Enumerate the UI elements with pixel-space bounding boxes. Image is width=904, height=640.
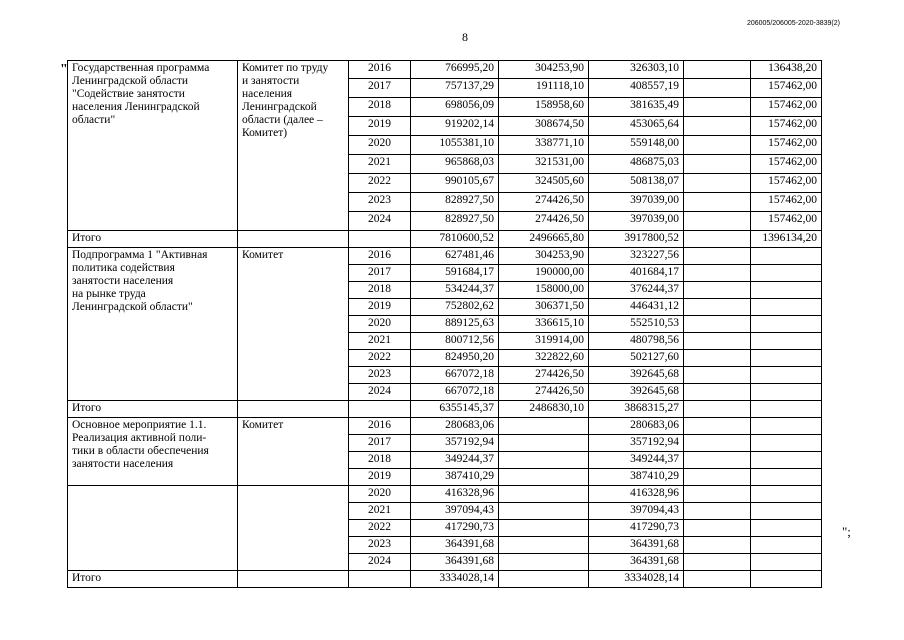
amount-cell [751, 452, 822, 469]
executor-line: Комитет по труду [242, 62, 329, 74]
year-cell: 2021 [349, 503, 411, 520]
year-cell: 2020 [349, 316, 411, 333]
executor-line: области (далее – [242, 114, 323, 126]
amount-cell: 376244,37 [589, 282, 684, 299]
total-amount-cell: 2486830,10 [499, 401, 589, 418]
executor-line: и занятости [242, 75, 300, 87]
amount-cell: 321531,00 [499, 155, 589, 174]
amount-cell [751, 418, 822, 435]
amount-cell [684, 350, 751, 367]
year-cell: 2021 [349, 155, 411, 174]
amount-cell: 280683,06 [589, 418, 684, 435]
amount-cell: 304253,90 [499, 248, 589, 265]
amount-cell [684, 384, 751, 401]
year-cell: 2017 [349, 265, 411, 282]
year-cell: 2016 [349, 248, 411, 265]
amount-cell: 828927,50 [411, 212, 499, 231]
amount-cell: 304253,90 [499, 61, 589, 79]
amount-cell [499, 537, 589, 554]
amount-cell: 158958,60 [499, 98, 589, 117]
amount-cell: 364391,68 [411, 537, 499, 554]
amount-cell: 667072,18 [411, 384, 499, 401]
amount-cell: 408557,19 [589, 79, 684, 98]
executor-line: населения [242, 88, 293, 100]
total-amount-cell: 3917800,52 [589, 231, 684, 248]
program-name-line: Подпрограмма 1 "Активная [72, 249, 208, 261]
empty-executor-cell [238, 486, 349, 571]
amount-cell: 364391,68 [589, 554, 684, 571]
year-cell: 2022 [349, 520, 411, 537]
amount-cell: 480798,56 [589, 333, 684, 350]
executor-line: Комитет) [242, 127, 288, 139]
amount-cell [751, 537, 822, 554]
amount-cell [751, 520, 822, 537]
year-cell: 2023 [349, 537, 411, 554]
amount-cell: 357192,94 [411, 435, 499, 452]
amount-cell: 158000,00 [499, 282, 589, 299]
amount-cell: 401684,17 [589, 265, 684, 282]
total-row [68, 231, 822, 248]
amount-cell: 552510,53 [589, 316, 684, 333]
amount-cell [684, 248, 751, 265]
total-executor-empty [238, 231, 349, 248]
total-label: Итого [68, 571, 238, 588]
amount-cell: 157462,00 [751, 174, 822, 193]
amount-cell: 364391,68 [589, 537, 684, 554]
amount-cell: 1055381,10 [411, 136, 499, 155]
amount-cell [684, 316, 751, 333]
year-cell: 2018 [349, 452, 411, 469]
amount-cell: 157462,00 [751, 79, 822, 98]
table-row [68, 61, 822, 79]
year-cell: 2019 [349, 117, 411, 136]
year-cell: 2018 [349, 282, 411, 299]
year-cell: 2016 [349, 61, 411, 79]
amount-cell [684, 333, 751, 350]
program-name-cell [68, 418, 238, 486]
amount-cell [751, 248, 822, 265]
amount-cell: 157462,00 [751, 155, 822, 174]
amount-cell: 559148,00 [589, 136, 684, 155]
amount-cell: 752802,62 [411, 299, 499, 316]
amount-cell [684, 299, 751, 316]
amount-cell [751, 316, 822, 333]
amount-cell: 397039,00 [589, 193, 684, 212]
amount-cell: 397094,43 [411, 503, 499, 520]
amount-cell [751, 299, 822, 316]
amount-cell [684, 435, 751, 452]
amount-cell [684, 155, 751, 174]
year-cell: 2020 [349, 486, 411, 503]
amount-cell: 323227,56 [589, 248, 684, 265]
executor-line: Комитет [242, 419, 284, 431]
program-name-line: "Содействие занятости [72, 88, 185, 100]
amount-cell: 387410,29 [411, 469, 499, 486]
amount-cell [684, 79, 751, 98]
year-cell: 2024 [349, 554, 411, 571]
amount-cell: 766995,20 [411, 61, 499, 79]
amount-cell: 136438,20 [751, 61, 822, 79]
total-amount-cell [751, 571, 822, 588]
year-cell: 2017 [349, 79, 411, 98]
amount-cell [499, 520, 589, 537]
amount-cell [684, 193, 751, 212]
executor-line: Ленинградской [242, 101, 317, 113]
year-cell: 2021 [349, 333, 411, 350]
total-amount-cell [684, 571, 751, 588]
amount-cell [751, 333, 822, 350]
year-cell: 2022 [349, 174, 411, 193]
amount-cell [751, 265, 822, 282]
total-amount-cell: 3868315,27 [589, 401, 684, 418]
amount-cell: 274426,50 [499, 193, 589, 212]
amount-cell [499, 452, 589, 469]
total-label: Итого [68, 231, 238, 248]
amount-cell: 453065,64 [589, 117, 684, 136]
amount-cell [751, 469, 822, 486]
amount-cell [751, 282, 822, 299]
program-name-line: Основное мероприятие 1.1. [72, 419, 207, 431]
amount-cell: 417290,73 [589, 520, 684, 537]
amount-cell: 800712,56 [411, 333, 499, 350]
amount-cell: 364391,68 [411, 554, 499, 571]
amount-cell: 508138,07 [589, 174, 684, 193]
amount-cell [684, 212, 751, 231]
amount-cell [751, 503, 822, 520]
amount-cell [684, 282, 751, 299]
year-cell: 2020 [349, 136, 411, 155]
amount-cell: 486875,03 [589, 155, 684, 174]
total-amount-cell [499, 571, 589, 588]
funding-table-body [68, 61, 822, 588]
amount-cell [684, 61, 751, 79]
funding-table [67, 60, 822, 588]
total-year-empty [349, 231, 411, 248]
total-year-empty [349, 571, 411, 588]
amount-cell [751, 384, 822, 401]
program-name-cell [68, 61, 238, 231]
amount-cell [684, 174, 751, 193]
amount-cell: 157462,00 [751, 212, 822, 231]
year-cell: 2019 [349, 469, 411, 486]
amount-cell: 308674,50 [499, 117, 589, 136]
total-row [68, 401, 822, 418]
amount-cell [684, 98, 751, 117]
amount-cell [751, 554, 822, 571]
year-cell: 2024 [349, 212, 411, 231]
amount-cell [684, 117, 751, 136]
amount-cell [684, 418, 751, 435]
amount-cell: 280683,06 [411, 418, 499, 435]
program-name-line: тики в области обеспечения [72, 445, 209, 457]
amount-cell: 190000,00 [499, 265, 589, 282]
amount-cell [751, 350, 822, 367]
amount-cell: 965868,03 [411, 155, 499, 174]
amount-cell: 338771,10 [499, 136, 589, 155]
program-name-line: Государственная программа [72, 62, 210, 74]
program-name-line: Ленинградской области" [72, 301, 193, 313]
amount-cell: 667072,18 [411, 367, 499, 384]
total-row [68, 571, 822, 588]
year-cell: 2018 [349, 98, 411, 117]
amount-cell: 274426,50 [499, 367, 589, 384]
amount-cell [684, 486, 751, 503]
total-amount-cell: 3334028,14 [411, 571, 499, 588]
executor-cell [238, 248, 349, 401]
total-executor-empty [238, 571, 349, 588]
amount-cell: 698056,09 [411, 98, 499, 117]
program-name-line: области" [72, 114, 116, 126]
program-name-line: Ленинградской области [72, 75, 189, 87]
amount-cell [499, 469, 589, 486]
amount-cell [751, 367, 822, 384]
amount-cell: 416328,96 [411, 486, 499, 503]
year-cell: 2024 [349, 384, 411, 401]
amount-cell [684, 537, 751, 554]
amount-cell: 336615,10 [499, 316, 589, 333]
year-cell: 2019 [349, 299, 411, 316]
amount-cell: 627481,46 [411, 248, 499, 265]
amount-cell: 392645,68 [589, 384, 684, 401]
amount-cell [684, 136, 751, 155]
executor-cell [238, 61, 349, 231]
total-amount-cell: 2496665,80 [499, 231, 589, 248]
total-amount-cell [684, 401, 751, 418]
amount-cell: 349244,37 [589, 452, 684, 469]
amount-cell: 157462,00 [751, 98, 822, 117]
amount-cell: 591684,17 [411, 265, 499, 282]
total-amount-cell [684, 231, 751, 248]
amount-cell: 326303,10 [589, 61, 684, 79]
page-number: 8 [462, 30, 468, 44]
total-amount-cell: 7810600,52 [411, 231, 499, 248]
table-row [68, 418, 822, 435]
table-row [68, 486, 822, 503]
amount-cell: 416328,96 [589, 486, 684, 503]
total-executor-empty [238, 401, 349, 418]
executor-cell [238, 418, 349, 486]
program-name-line: политика содействия [72, 262, 175, 274]
program-name-line: Реализация активной поли- [72, 432, 207, 444]
amount-cell [751, 435, 822, 452]
amount-cell: 274426,50 [499, 212, 589, 231]
amount-cell [684, 367, 751, 384]
amount-cell: 889125,63 [411, 316, 499, 333]
amount-cell [684, 265, 751, 282]
total-year-empty [349, 401, 411, 418]
amount-cell [684, 469, 751, 486]
amount-cell: 387410,29 [589, 469, 684, 486]
amount-cell: 322822,60 [499, 350, 589, 367]
opening-quote: " [60, 62, 68, 77]
amount-cell [499, 486, 589, 503]
amount-cell: 502127,60 [589, 350, 684, 367]
program-name-cell [68, 248, 238, 401]
total-amount-cell: 3334028,14 [589, 571, 684, 588]
year-cell: 2023 [349, 367, 411, 384]
program-name-line: на рынке труда [72, 288, 146, 300]
amount-cell: 191118,10 [499, 79, 589, 98]
amount-cell: 157462,00 [751, 193, 822, 212]
amount-cell: 357192,94 [589, 435, 684, 452]
amount-cell [499, 435, 589, 452]
amount-cell: 828927,50 [411, 193, 499, 212]
amount-cell [499, 418, 589, 435]
closing-quote: "; [842, 524, 851, 539]
amount-cell: 417290,73 [411, 520, 499, 537]
amount-cell: 397094,43 [589, 503, 684, 520]
document-id: 206005/206005-2020-3839(2) [746, 20, 840, 27]
amount-cell [684, 503, 751, 520]
program-name-line: населения Ленинградской [72, 101, 200, 113]
amount-cell: 392645,68 [589, 367, 684, 384]
amount-cell: 157462,00 [751, 117, 822, 136]
amount-cell: 757137,29 [411, 79, 499, 98]
amount-cell: 274426,50 [499, 384, 589, 401]
total-amount-cell: 6355145,37 [411, 401, 499, 418]
amount-cell: 824950,20 [411, 350, 499, 367]
amount-cell: 349244,37 [411, 452, 499, 469]
total-amount-cell: 1396134,20 [751, 231, 822, 248]
executor-line: Комитет [242, 249, 284, 261]
amount-cell [684, 520, 751, 537]
year-cell: 2017 [349, 435, 411, 452]
year-cell: 2023 [349, 193, 411, 212]
amount-cell [751, 486, 822, 503]
amount-cell: 990105,67 [411, 174, 499, 193]
amount-cell: 324505,60 [499, 174, 589, 193]
year-cell: 2016 [349, 418, 411, 435]
year-cell: 2022 [349, 350, 411, 367]
amount-cell [684, 452, 751, 469]
program-name-line: занятости населения [72, 458, 174, 470]
total-amount-cell [751, 401, 822, 418]
empty-name-cell [68, 486, 238, 571]
amount-cell: 534244,37 [411, 282, 499, 299]
amount-cell: 381635,49 [589, 98, 684, 117]
program-name-line: занятости населения [72, 275, 174, 287]
amount-cell: 319914,00 [499, 333, 589, 350]
amount-cell [684, 554, 751, 571]
amount-cell [499, 503, 589, 520]
amount-cell: 306371,50 [499, 299, 589, 316]
amount-cell: 919202,14 [411, 117, 499, 136]
amount-cell: 397039,00 [589, 212, 684, 231]
total-label: Итого [68, 401, 238, 418]
amount-cell [499, 554, 589, 571]
amount-cell: 446431,12 [589, 299, 684, 316]
table-row [68, 248, 822, 265]
amount-cell: 157462,00 [751, 136, 822, 155]
